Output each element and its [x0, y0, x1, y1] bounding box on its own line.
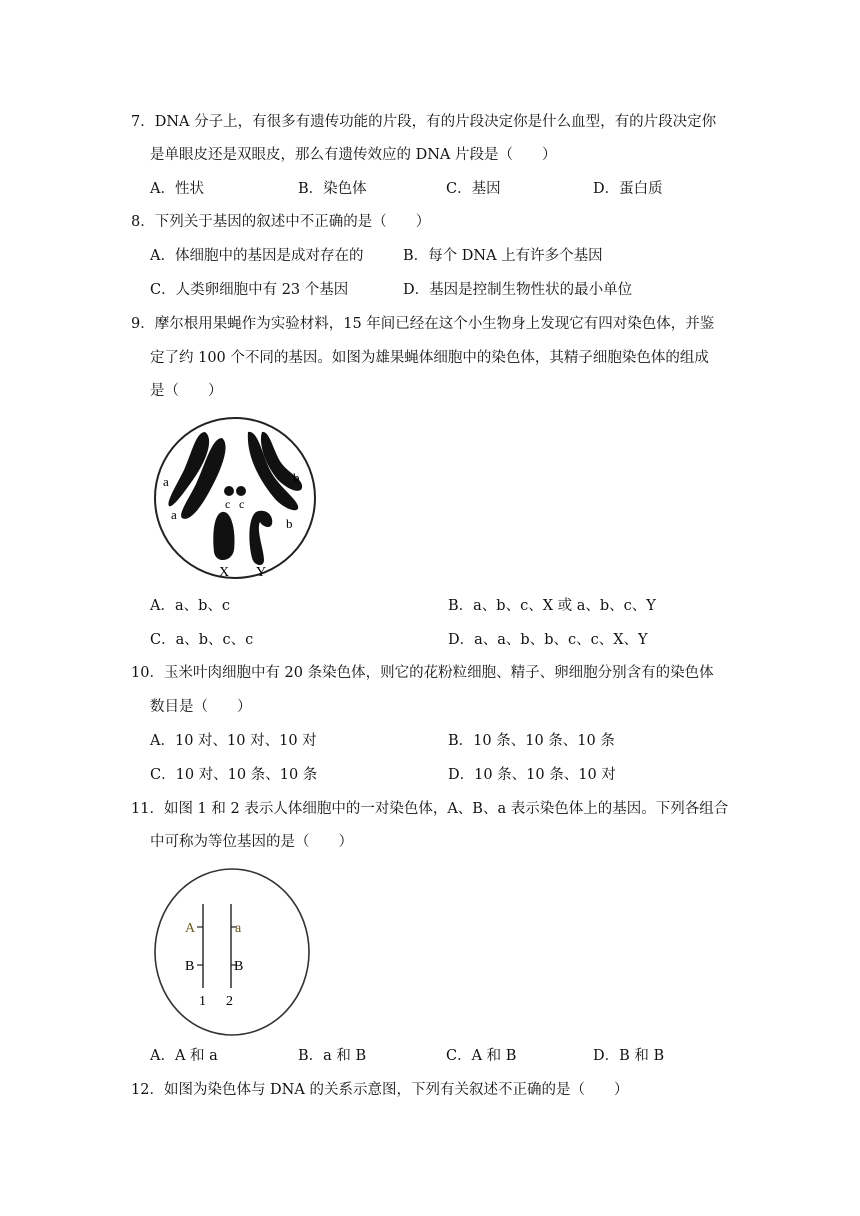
q9-option-d: D．a、a、b、b、c、c、X、Y — [448, 632, 648, 648]
label-b-2: b — [286, 516, 293, 531]
q11-option-a: A．A 和 a — [150, 1048, 218, 1064]
q8-option-d: D．基因是控制生物性状的最小单位 — [403, 282, 633, 298]
gene-label-a: a — [235, 921, 242, 936]
label-a-1: a — [163, 474, 169, 489]
q8-option-b: B．每个 DNA 上有许多个基因 — [403, 248, 603, 264]
chromosome-x — [213, 512, 234, 560]
q9-option-c: C．a、b、c、c — [150, 632, 254, 648]
q7-option-b: B．染色体 — [298, 181, 367, 197]
q11-option-d: D．B 和 B — [593, 1048, 665, 1064]
q9-stem-line2: 定了约 100 个不同的基因。如图为雄果蝇体细胞中的染色体，其精子细胞染色体的组成 — [150, 350, 709, 366]
q9-stem-line1: 9．摩尔根用果蝇作为实验材料，15 年间已经在这个小生物身上发现它有四对染色体，并鉴 — [131, 316, 715, 332]
gene-label-A: A — [185, 921, 196, 936]
q10-option-b: B．10 条、10 条、10 条 — [448, 733, 615, 749]
q10-option-d: D．10 条、10 条、10 对 — [448, 767, 616, 783]
q10-option-c: C．10 对、10 条、10 条 — [150, 767, 318, 783]
q8-option-a: A．体细胞中的基因是成对存在的 — [150, 248, 364, 264]
q10-stem-line1: 10．玉米叶肉细胞中有 20 条染色体，则它的花粉粒细胞、精子、卵细胞分别含有的染色体 — [131, 665, 714, 681]
gene-label-B-left: B — [185, 959, 195, 974]
label-a-2: a — [171, 507, 177, 522]
q7-option-d: D．蛋白质 — [593, 181, 663, 197]
q11-option-c: C．A 和 B — [446, 1048, 517, 1064]
q12-stem-line1: 12．如图为染色体与 DNA 的关系示意图，下列有关叙述不正确的是（ ） — [131, 1082, 629, 1098]
q11-stem-line2: 中可称为等位基因的是（ ） — [150, 834, 353, 850]
q10-stem-line2: 数目是（ ） — [150, 699, 252, 715]
q7-option-a: A．性状 — [150, 181, 204, 197]
gene-label-B-right: B — [234, 959, 244, 974]
q8-stem-line1: 8．下列关于基因的叙述中不正确的是（ ） — [131, 214, 431, 230]
q9-option-a: A．a、b、c — [150, 598, 231, 614]
q7-stem-line2: 是单眼皮还是双眼皮，那么有遗传效应的 DNA 片段是（ ） — [150, 147, 557, 163]
q8-option-c: C．人类卵细胞中有 23 个基因 — [150, 282, 349, 298]
chromosome-number-1: 1 — [199, 994, 206, 1009]
chromosome-number-2: 2 — [226, 994, 233, 1009]
label-b-1: b — [293, 470, 300, 485]
q9-stem-line3: 是（ ） — [150, 383, 223, 399]
chromosome-c-left — [224, 486, 234, 496]
label-c-1: c — [225, 497, 231, 511]
q10-option-a: A．10 对、10 对、10 对 — [150, 733, 317, 749]
fruit-fly-chromosome-figure — [150, 414, 320, 588]
q7-option-c: C．基因 — [446, 181, 501, 197]
label-y: Y — [256, 565, 267, 580]
q9-option-b: B．a、b、c、X 或 a、b、c、Y — [448, 598, 656, 614]
chromosome-y — [249, 511, 272, 565]
q11-stem-line1: 11．如图 1 和 2 表示人体细胞中的一对染色体，A、B、a 表示染色体上的基因。下列各组合 — [131, 801, 729, 817]
label-x: X — [219, 565, 230, 580]
q11-option-b: B．a 和 B — [298, 1048, 367, 1064]
q7-stem-line1: 7．DNA 分子上，有很多有遗传功能的片段，有的片段决定你是什么血型，有的片段决定你 — [131, 114, 717, 130]
chromosome-c-right — [236, 486, 246, 496]
label-c-2: c — [239, 497, 245, 511]
chromosome-pair-figure — [152, 866, 316, 1042]
